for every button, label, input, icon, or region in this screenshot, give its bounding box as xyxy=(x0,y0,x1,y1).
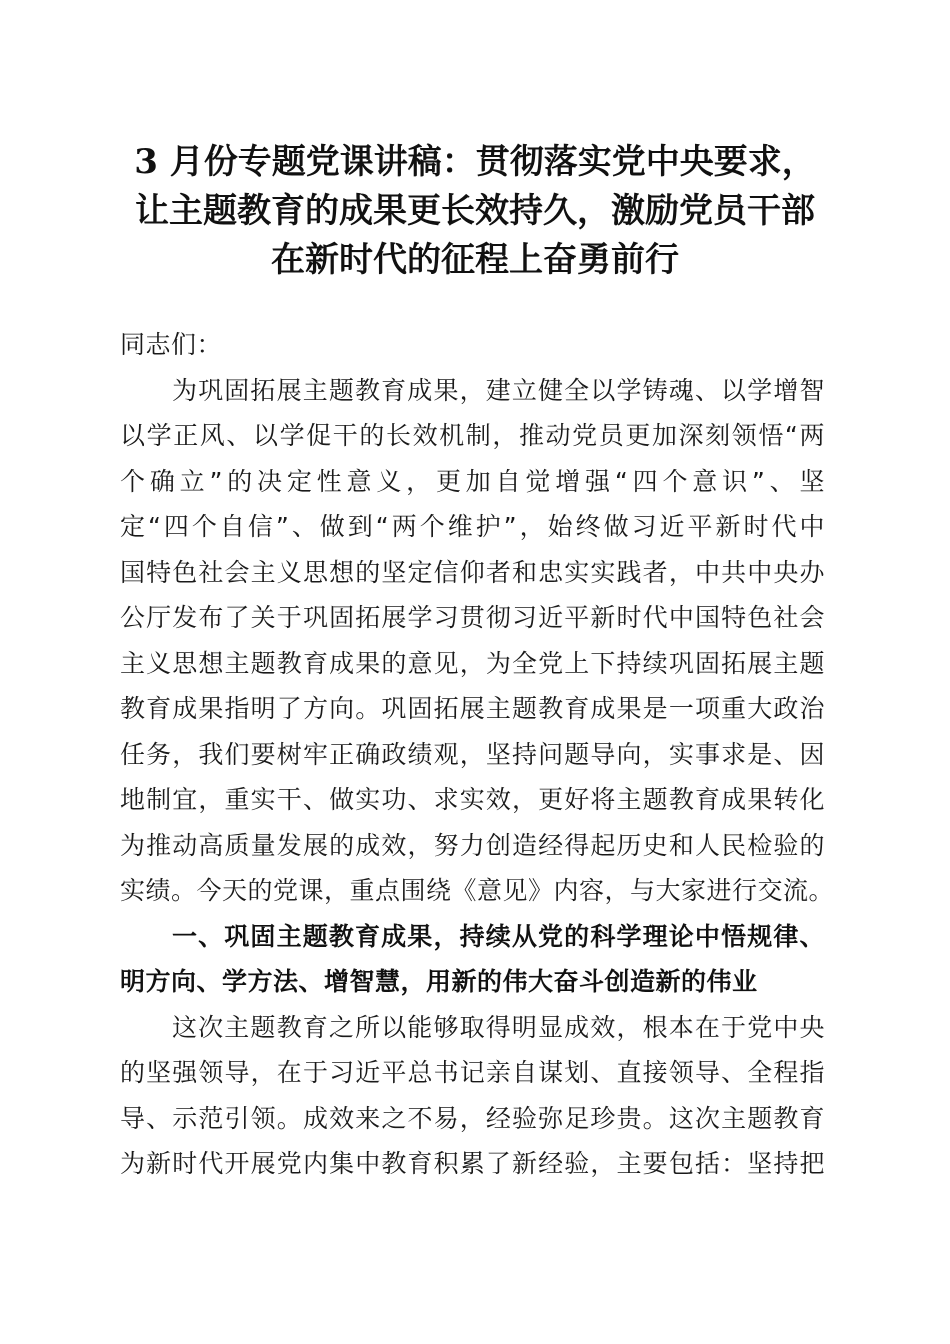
text-line: 国特色社会主义思想的坚定信仰者和忠实实践者，中共中央办 xyxy=(120,557,825,587)
text-line: 导、示范引领。成效来之不易，经验弥足珍贵。这次主题教育 xyxy=(120,1103,825,1133)
heading-line: 明方向、学方法、增智慧，用新的伟大奋斗创造新的伟业 xyxy=(120,967,758,996)
section-heading-1 xyxy=(120,914,825,1005)
text-line: 个确立”的决定性意义，更加自觉增强“四个意识”、坚 xyxy=(120,466,825,496)
text-line: 公厅发布了关于巩固拓展学习贯彻习近平新时代中国特色社会 xyxy=(120,603,825,632)
text-line: 为推动高质量发展的成效，努力创造经得起历史和人民检验的 xyxy=(120,830,825,860)
text-line: 的坚强领导，在于习近平总书记亲自谋划、直接领导、全程指 xyxy=(120,1058,825,1087)
text-line: 主义思想主题教育成果的意见，为全党上下持续巩固拓展主题 xyxy=(120,648,825,678)
text-line: 以学正风、以学促干的长效机制，推动党员更加深刻领悟“两 xyxy=(120,421,825,450)
document-title xyxy=(108,138,842,285)
text-line: 为巩固拓展主题教育成果，建立健全以学铸魂、以学增智 xyxy=(172,375,825,405)
title-line: 在新时代的征程上奋勇前行 xyxy=(271,240,679,280)
text-line: 定“四个自信”、做到“两个维护”，始终做习近平新时代中 xyxy=(120,512,825,541)
text-line: 为新时代开展党内集中教育积累了新经验，主要包括：坚持把 xyxy=(120,1149,825,1178)
paragraph-section-1 xyxy=(120,1005,825,1187)
paragraph-intro xyxy=(120,368,835,914)
text-line: 这次主题教育之所以能够取得明显成效，根本在于党中央 xyxy=(172,1012,825,1042)
document-body xyxy=(120,322,835,1187)
text-line: 教育成果指明了方向。巩固拓展主题教育成果是一项重大政治 xyxy=(120,694,825,723)
heading-line: 一、巩固主题教育成果，持续从党的科学理论中悟规律、 xyxy=(172,921,825,951)
title-line: 让主题教育的成果更长效持久，激励党员干部 xyxy=(135,191,815,231)
text-line: 地制宜，重实干、做实功、求实效，更好将主题教育成果转化 xyxy=(120,785,825,814)
title-line: 3 月份专题党课讲稿：贯彻落实党中央要求， xyxy=(134,142,816,182)
text-line: 任务，我们要树牢正确政绩观，坚持问题导向，实事求是、因 xyxy=(120,739,825,769)
salutation: 同志们： xyxy=(120,330,223,359)
text-line: 实绩。今天的党课，重点围绕《意见》内容，与大家进行交流。 xyxy=(120,876,835,905)
